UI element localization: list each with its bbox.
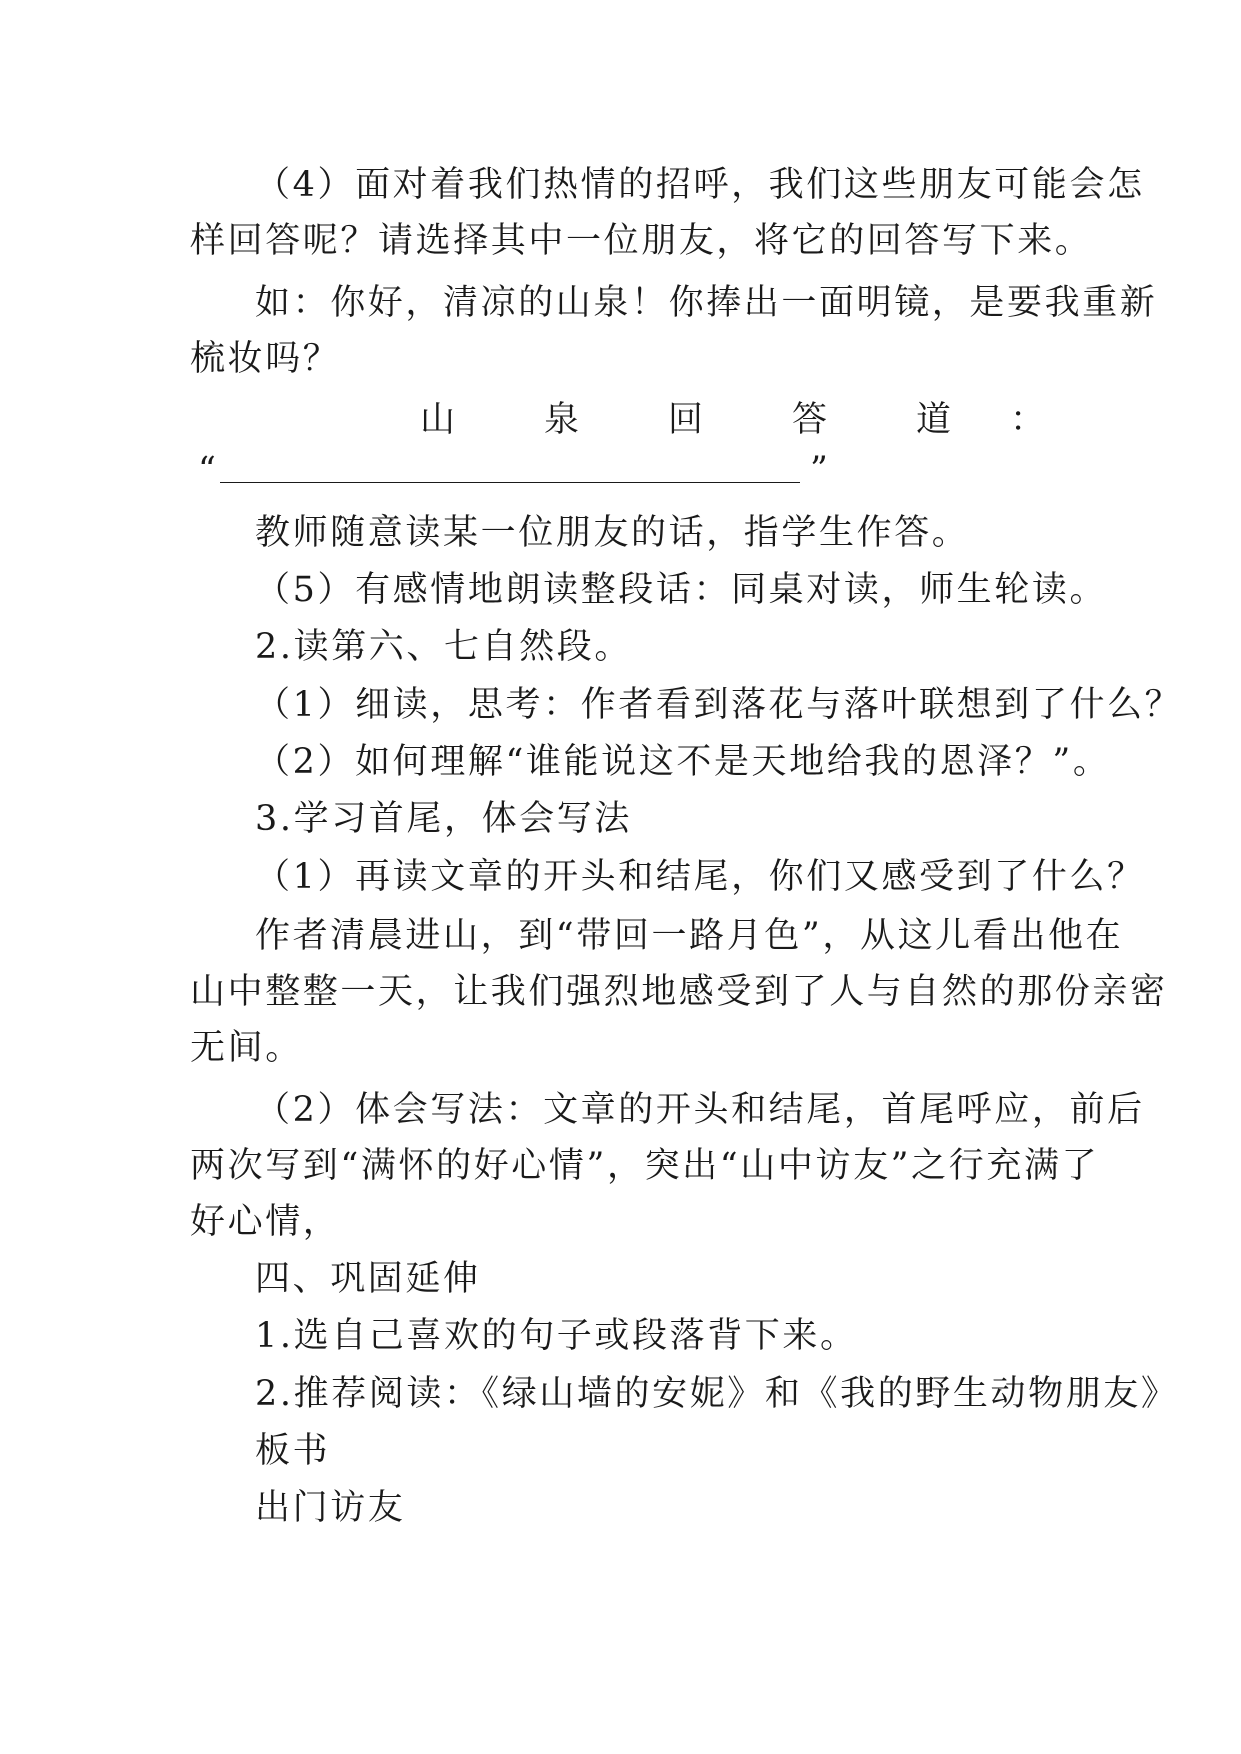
paragraph-line: 样回答呢？请选择其中一位朋友，将它的回答写下来。: [190, 221, 1093, 261]
paragraph-line: 两次写到“满怀的好心情”，突出“山中访友”之行充满了: [190, 1146, 1100, 1186]
spaced-char: 道: [916, 400, 952, 440]
paragraph-line: （4）面对着我们热情的招呼，我们这些朋友可能会怎: [255, 165, 1145, 205]
spaced-char: 山: [420, 400, 456, 440]
paragraph-line: 教师随意读某一位朋友的话，指学生作答。: [255, 513, 970, 553]
paragraph-line: 1.选自己喜欢的句子或段落背下来。: [255, 1316, 858, 1356]
spaced-char: ：: [1010, 400, 1046, 440]
paragraph-line: 梳妆吗？: [190, 339, 341, 379]
paragraph-line: 山中整整一天，让我们强烈地感受到了人与自然的那份亲密: [190, 972, 1168, 1012]
paragraph-line: 2.推荐阅读：《绿山墙的安妮》和《我的野生动物朋友》: [255, 1374, 1179, 1414]
answer-blank: [190, 448, 870, 492]
paragraph-line: 2.读第六、七自然段。: [255, 627, 632, 667]
paragraph-line: （5）有感情地朗读整段话：同桌对读，师生轮读。: [255, 570, 1108, 610]
close-quote: ”: [810, 450, 828, 490]
paragraph-line: （1）细读，思考：作者看到落花与落叶联想到了什么？: [255, 685, 1183, 725]
spaced-char: 泉: [544, 400, 580, 440]
paragraph-line: 作者清晨进山，到“带回一路月色”，从这儿看出他在: [255, 916, 1124, 956]
paragraph-line: 板书: [255, 1431, 331, 1471]
paragraph-line: （2）体会写法：文章的开头和结尾，首尾呼应，前后: [255, 1090, 1145, 1130]
paragraph-line: 3.学习首尾，体会写法: [255, 799, 632, 839]
fill-in-underline: [220, 482, 800, 483]
spaced-char: 答: [792, 400, 828, 440]
spaced-prompt-line: [190, 398, 1050, 442]
paragraph-line: 出门访友: [255, 1488, 406, 1528]
paragraph-line: （1）再读文章的开头和结尾，你们又感受到了什么？: [255, 857, 1145, 897]
paragraph-line: 无间。: [190, 1028, 303, 1068]
spaced-char: 回: [668, 400, 704, 440]
paragraph-line: 好心情，: [190, 1202, 341, 1242]
open-quote: “: [198, 450, 216, 490]
paragraph-line: 如：你好，清凉的山泉！你捧出一面明镜，是要我重新: [255, 283, 1158, 323]
paragraph-line: （2）如何理解“谁能说这不是天地给我的恩泽？”。: [255, 742, 1111, 782]
section-heading: 四、巩固延伸: [255, 1259, 481, 1299]
